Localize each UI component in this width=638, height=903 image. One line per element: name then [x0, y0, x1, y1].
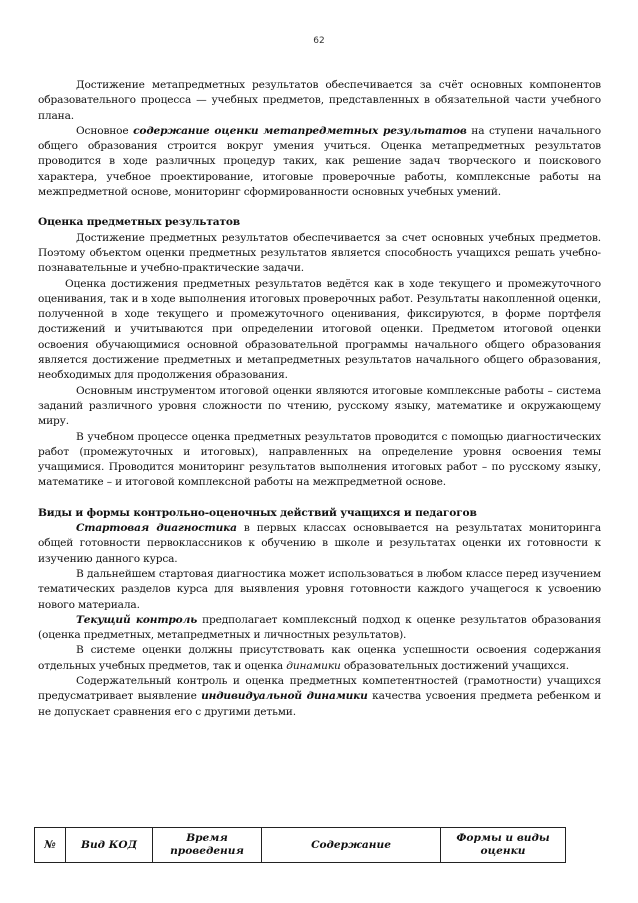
- emphasis-text: Стартовая диагностика: [76, 522, 237, 535]
- text-run: на ступени начального общего образования строится вокруг умения учиться. Оценка метапредметных результатов проводится в ходе различных процедур таких, как решение задач творческого и поискового характера, учебное проектирование, итоговые проверочные работы, комплексные работы на межпредметной основе, мониторинг сформированности основных учебных умений.: [38, 124, 602, 199]
- table-header-cell: Формы и виды оценки: [441, 828, 566, 863]
- text-run: Содержательный контроль и оценка предметных компетентностей (грамотности) учащихся предусматривает выявление: [38, 674, 601, 703]
- table-header-cell: Время проведения: [153, 828, 262, 863]
- section-heading: Виды и формы контрольно-оценочных действий учащихся и педагогов: [38, 506, 477, 519]
- paragraph: [38, 613, 601, 644]
- paragraph: [38, 643, 601, 674]
- text-run: образовательных достижений учащихся.: [340, 659, 569, 672]
- table-header-row: [35, 828, 566, 863]
- text-run: В системе оценки должны присутствовать как оценка успешности освоения содержания отдельных учебных предметов, так и оценка: [38, 644, 601, 672]
- text-run: качества усвоения предмета ребенком и не допускает сравнения его с другими детьми.: [38, 690, 601, 718]
- text-run: Основное: [76, 124, 134, 137]
- page-number: 62: [313, 36, 325, 46]
- paragraph: В учебном процессе оценка предметных результатов проводится с помощью диагностических работ (промежуточных и итоговых), направленных на определение уровня освоения темы учащимися. Проводится мониторинг результатов выполнения итоговых работ – по русскому языку, математике – и итоговой комплексной работы на межпредметной основе.: [38, 430, 601, 489]
- section-heading: Оценка предметных результатов: [38, 216, 241, 229]
- document-body: [38, 78, 601, 720]
- paragraph: [38, 674, 601, 720]
- paragraph: Достижение метапредметных результатов обеспечивается за счёт основных компонентов образовательного процесса — учебных предметов, представленных в обязательной части учебного плана.: [38, 79, 601, 122]
- text-run: предполагает комплексный подход к оценке результатов образования (оценка предметных, метапредметных и личностных результатов).: [38, 613, 601, 642]
- paragraph: Оценка достижения предметных результатов ведётся как в ходе текущего и промежуточного оценивания, так и в ходе выполнения итоговых проверочных работ. Результаты накопленной оценки, полученной в ходе текущего и промежуточного оценивания, фиксируются, в форме портфеля достижений и учитываются при определении итоговой оценки. Предметом итоговой оценки освоения обучающимися основной образовательной программы начального общего образования является достижение предметных и метапредметных результатов начального общего образования, необходимых для продолжения образования.: [38, 277, 601, 382]
- paragraph: Достижение предметных результатов обеспечивается за счет основных учебных предметов. Поэтому объектом оценки предметных результатов является способность учащихся решать учебно-познавательные и учебно-практические задачи.: [38, 231, 601, 275]
- table-header-cell: Вид КОД: [66, 828, 153, 863]
- text-run: в первых классах основывается на результатах мониторинга общей готовности первоклассников к обучению в школе и результатах оценки их готовности к изучению данного курса.: [38, 522, 601, 565]
- paragraph: [38, 124, 601, 200]
- paragraph: [38, 521, 601, 567]
- table-header-cell: Содержание: [262, 828, 441, 863]
- italic-text: динамики: [286, 659, 341, 672]
- paragraph: В дальнейшем стартовая диагностика может использоваться в любом классе перед изучением тематических разделов курса для выявления уровня готовности каждого учащегося к усвоению нового материала.: [38, 567, 601, 611]
- table-header-cell: №: [35, 828, 66, 863]
- emphasis-text: индивидуальной динамики: [201, 690, 368, 703]
- emphasis-text: содержание оценки метапредметных результатов: [133, 124, 467, 137]
- kod-table: [34, 827, 566, 863]
- paragraph: Основным инструментом итоговой оценки являются итоговые комплексные работы – система заданий различного уровня сложности по чтению, русскому языку, математике и окружающему миру.: [38, 384, 601, 428]
- emphasis-text: Текущий контроль: [76, 613, 198, 626]
